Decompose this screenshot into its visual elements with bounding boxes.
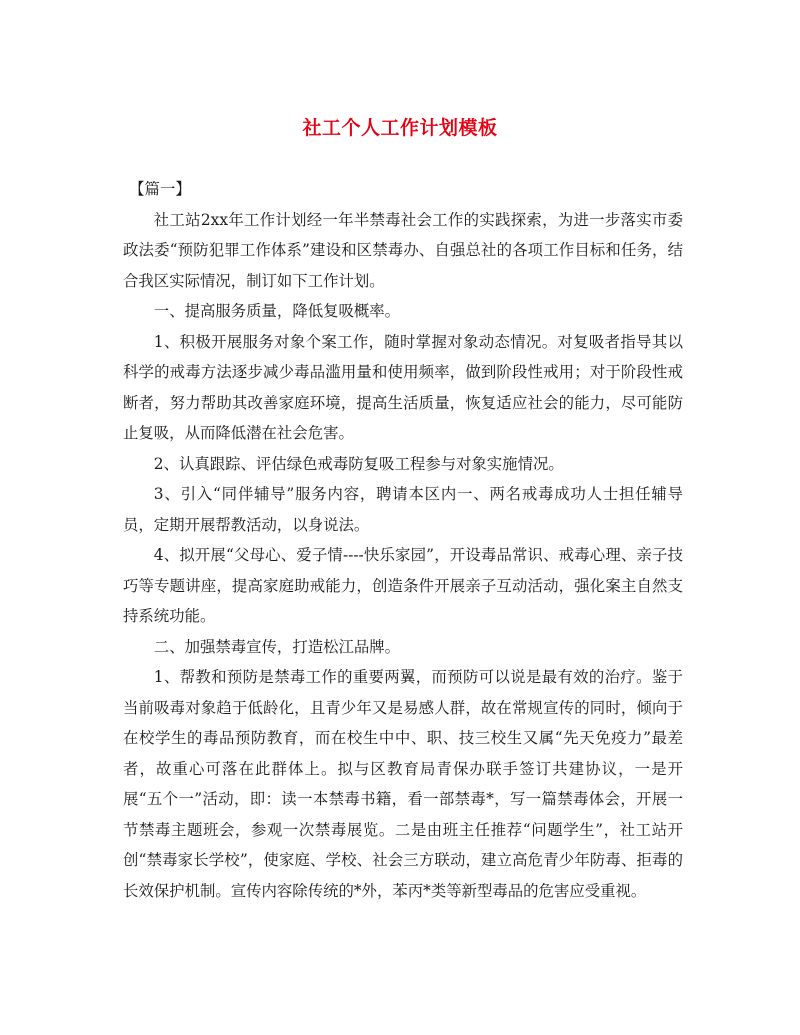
heading-one: 一、提高服务质量，降低复吸概率。 — [153, 302, 401, 320]
heading-two: 二、加强禁毒宣传，打造松江品牌。 — [153, 637, 401, 656]
item-1-3: 3、引入“同伴辅导”服务内容，聘请本区内一、两名戒毒成功人士担任辅导员，定期开展帮教活动，以身说法。 — [123, 485, 683, 534]
item-1-4: 4、拟开展“父母心、爱子情----快乐家园”，开设毒品常识、戒毒心理、亲子技巧等专题讲座，提高家庭助戒能力，创造条件开展亲子互动活动，强化案主自然支持系统功能。 — [123, 546, 683, 625]
document-title: 社工个人工作计划模板 — [302, 117, 498, 139]
intro-paragraph: 社工站2xx年工作计划经一年半禁毒社会工作的实践探索，为进一步落实市委政法委“预防犯罪工作体系”建设和区禁毒办、自强总社的各项工作目标和任务，结合我区实际情况，制订如下工作计划。 — [123, 210, 683, 290]
section-label: 【篇一】 — [129, 180, 191, 198]
document-body — [123, 174, 683, 906]
item-2-1: 1、帮教和预防是禁毒工作的重要两翼，而预防可以说是最有效的治疗。鉴于当前吸毒对象趋于低龄化，且青少年又是易感人群，故在常规宣传的同时，倾向于在校学生的毒品预防教育，而在校生中中、职、技三校生又属“先天免疫力”最差者，故重心可落在此群体上。拟与区教育局青保办联手签订共建协议，一是开展“五个一”活动，即：读一本禁毒书籍，看一部禁毒*，写一篇禁毒体会，开展一节禁毒主题班会，参观一次禁毒展览。二是由班主任推荐“问题学生”，社工站开创“禁毒家长学校”，使家庭、学校、社会三方联动，建立高危青少年防毒、拒毒的长效保护机制。宣传内容除传统的*外，苯丙*类等新型毒品的危害应受重视。 — [123, 668, 683, 900]
item-1-2: 2、认真跟踪、评估绿色戒毒防复吸工程参与对象实施情况。 — [153, 454, 564, 473]
item-1-1: 1、积极开展服务对象个案工作，随时掌握对象动态情况。对复吸者指导其以科学的戒毒方法逐步减少毒品滥用量和使用频率，做到阶段性戒用；对于阶段性戒断者，努力帮助其改善家庭环境，提高生活质量，恢复适应社会的能力，尽可能防止复吸，从而降低潜在社会危害。 — [123, 332, 683, 442]
